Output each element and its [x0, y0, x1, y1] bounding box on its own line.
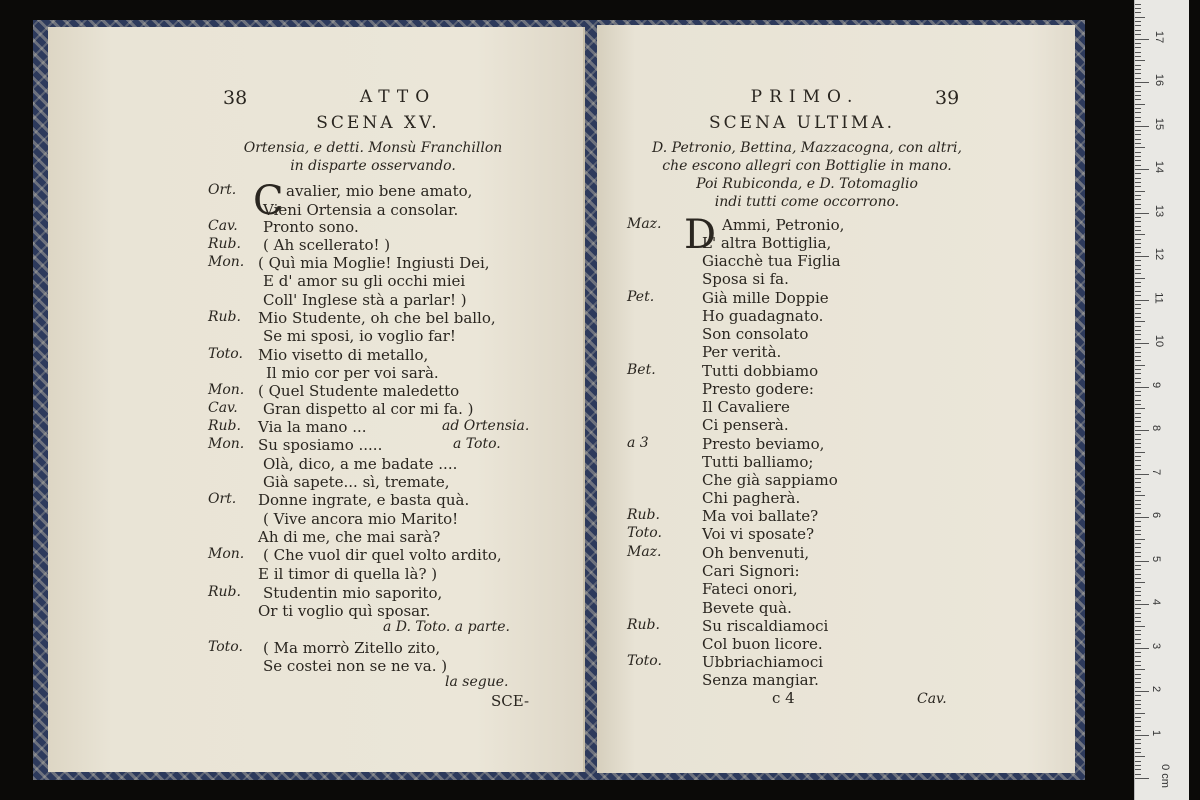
verse-line: ( Vive ancora mio Marito!	[263, 510, 459, 528]
ruler-tick	[1135, 191, 1145, 192]
stage-direction: a Toto.	[453, 436, 501, 452]
ruler-tick	[1135, 726, 1141, 727]
ruler-tick	[1135, 247, 1141, 248]
speaker-name: Rub.	[208, 584, 241, 600]
speaker-name: Bet.	[627, 362, 656, 378]
verse-line: Presto beviamo,	[702, 435, 825, 453]
ruler-tick	[1135, 47, 1141, 48]
ruler-tick	[1135, 99, 1141, 100]
verse-line: Già sapete... sì, tremate,	[263, 473, 450, 491]
catchword-right: Cav.	[917, 691, 947, 707]
verse-line: Mio Studente, oh che bel ballo,	[258, 309, 496, 327]
ruler-number: 12	[1153, 247, 1166, 261]
ruler-tick	[1135, 4, 1141, 5]
speaker-name: Mon.	[208, 254, 245, 270]
ruler-tick	[1135, 269, 1141, 270]
catchword-left: SCE-	[491, 692, 530, 710]
verse-line: Sposa si fa.	[702, 270, 789, 288]
ruler-number: 16	[1153, 73, 1166, 87]
ruler-tick	[1135, 300, 1149, 301]
ruler-tick	[1135, 565, 1141, 566]
ruler-tick	[1135, 465, 1141, 466]
verse-line: Chi pagherà.	[702, 489, 801, 507]
ruler-tick	[1135, 82, 1149, 83]
ruler-tick	[1135, 182, 1141, 183]
speaker-name: Toto.	[627, 525, 662, 541]
ruler-tick	[1135, 256, 1149, 257]
ruler-tick	[1135, 65, 1141, 66]
ruler-tick	[1135, 126, 1149, 127]
ruler-tick	[1135, 739, 1141, 740]
ruler-number: 8	[1150, 424, 1163, 432]
ruler-tick	[1135, 195, 1141, 196]
ruler-tick	[1135, 234, 1145, 235]
ruler-tick	[1135, 278, 1145, 279]
ruler-tick	[1135, 774, 1141, 775]
ruler-tick	[1135, 748, 1141, 749]
speaker-name: Cav.	[208, 400, 238, 416]
ruler-tick	[1135, 330, 1141, 331]
ruler-tick	[1135, 517, 1149, 518]
speaker-name: Rub.	[208, 309, 241, 325]
speaker-name: Toto.	[627, 653, 662, 669]
ruler-tick	[1135, 765, 1141, 766]
speaker-name: Maz.	[627, 216, 662, 232]
ruler-tick	[1135, 521, 1141, 522]
ruler-tick	[1135, 165, 1141, 166]
ruler-tick	[1135, 139, 1141, 140]
ruler-tick	[1135, 504, 1141, 505]
ruler-tick	[1135, 21, 1141, 22]
ruler-tick	[1135, 12, 1141, 13]
ruler-number: 17	[1153, 30, 1166, 43]
verse-line: Presto godere:	[702, 380, 814, 398]
ruler-tick	[1135, 408, 1145, 409]
speaker-name: Maz.	[627, 544, 662, 560]
verse-line: Ho guadagnato.	[702, 307, 824, 325]
ruler-tick	[1135, 769, 1141, 770]
ruler-tick	[1135, 25, 1141, 26]
verse-line: Studentin mio saporito,	[263, 584, 443, 602]
ruler-tick	[1135, 360, 1141, 361]
speaker-name: Pet.	[627, 289, 655, 305]
verse-line: Che già sappiamo	[702, 471, 838, 489]
verse-line: Son consolato	[702, 325, 809, 343]
ruler-tick	[1135, 674, 1141, 675]
ruler-tick	[1135, 213, 1149, 214]
ruler-tick	[1135, 556, 1141, 557]
ruler-tick	[1135, 356, 1141, 357]
ruler-tick	[1135, 621, 1141, 622]
verse-line: Senza mangiar.	[702, 671, 819, 689]
ruler-tick	[1135, 230, 1141, 231]
ruler-number: 0 cm	[1158, 764, 1171, 788]
ruler-tick	[1135, 708, 1141, 709]
ruler-tick	[1135, 721, 1141, 722]
ruler-number: 4	[1150, 598, 1163, 606]
verse-line: Coll' Inglese stà a parlar! )	[263, 291, 467, 309]
ruler-tick	[1135, 156, 1141, 157]
ruler-tick	[1135, 326, 1141, 327]
ruler-tick	[1135, 286, 1141, 287]
ruler-tick	[1135, 534, 1141, 535]
speaker-name: Rub.	[208, 236, 241, 252]
stage-direction: la segue.	[445, 674, 509, 690]
ruler-tick	[1135, 147, 1145, 148]
verse-line: ( Quì mia Moglie! Ingiusti Dei,	[258, 254, 490, 272]
ruler-tick	[1135, 495, 1145, 496]
ruler-tick	[1135, 417, 1141, 418]
ruler-tick	[1135, 547, 1141, 548]
verse-line: Bevete quà.	[702, 599, 792, 617]
ruler-tick	[1135, 69, 1141, 70]
ruler-tick	[1135, 39, 1149, 40]
verse-line: Col buon licore.	[702, 635, 823, 653]
ruler-tick	[1135, 395, 1141, 396]
verse-line: Ah di me, che mai sarà?	[258, 528, 441, 546]
verse-line: ( Ah scellerato! )	[263, 236, 391, 254]
verse-line: Ci penserà.	[702, 416, 789, 434]
verse-line: ( Che vuol dir quel volto ardito,	[263, 546, 502, 564]
ruler-tick	[1135, 34, 1141, 35]
speaker-name: Mon.	[208, 436, 245, 452]
ruler-tick	[1135, 582, 1145, 583]
ruler-tick	[1135, 273, 1141, 274]
ruler-tick	[1135, 291, 1141, 292]
verse-line: Voi vi sposate?	[702, 525, 815, 543]
ruler-number: 5	[1150, 555, 1163, 562]
verse-line: Per verità.	[702, 343, 782, 361]
ruler-tick	[1135, 595, 1141, 596]
ruler-tick	[1135, 169, 1149, 170]
ruler-tick	[1135, 743, 1141, 744]
ruler-tick	[1135, 513, 1141, 514]
scene-title-right: SCENA ULTIMA.	[709, 113, 895, 133]
ruler-tick	[1135, 469, 1141, 470]
running-head-right: PRIMO.	[750, 87, 860, 107]
ruler-tick	[1135, 682, 1141, 683]
ruler-tick	[1135, 617, 1141, 618]
ruler-tick	[1135, 313, 1141, 314]
ruler-tick	[1135, 413, 1141, 414]
ruler-tick	[1135, 730, 1141, 731]
ruler-tick	[1135, 217, 1141, 218]
intro-line: indi tutti come occorrono.	[714, 194, 900, 210]
ruler-tick	[1135, 574, 1141, 575]
verse-line: Via la mano ...	[258, 418, 367, 436]
verse-line: E d' amor su gli occhi miei	[263, 272, 466, 290]
ruler-tick	[1135, 352, 1141, 353]
intro-left	[198, 139, 548, 175]
verse-line: ( Quel Studente maledetto	[258, 382, 460, 400]
ruler-tick	[1135, 130, 1141, 131]
ruler-tick	[1135, 43, 1141, 44]
ruler-number: 7	[1150, 468, 1163, 475]
ruler-tick	[1135, 378, 1141, 379]
ruler-tick	[1135, 539, 1145, 540]
ruler-tick	[1135, 208, 1141, 209]
verse-line: Se costei non se ne va. )	[263, 657, 448, 675]
ruler-tick	[1135, 78, 1141, 79]
ruler-tick	[1135, 456, 1141, 457]
ruler-tick	[1135, 561, 1149, 562]
ruler-tick	[1135, 30, 1141, 31]
ruler-tick	[1135, 56, 1141, 57]
ruler-number: 1	[1150, 729, 1163, 736]
ruler-tick	[1135, 404, 1141, 405]
ruler-number: 10	[1153, 334, 1166, 348]
ruler-tick	[1135, 756, 1145, 757]
ruler-tick	[1135, 317, 1141, 318]
signature-mark: c 4	[772, 689, 795, 707]
ruler-tick	[1135, 252, 1141, 253]
verse-line: Vieni Ortensia a consolar.	[263, 201, 459, 219]
ruler-tick	[1135, 613, 1141, 614]
measuring-ruler	[1134, 0, 1189, 800]
ruler-tick	[1135, 391, 1141, 392]
ruler-tick	[1135, 199, 1141, 200]
ruler-tick	[1135, 160, 1141, 161]
ruler-tick	[1135, 717, 1141, 718]
ruler-tick	[1135, 204, 1141, 205]
ruler-tick	[1135, 104, 1145, 105]
ruler-tick	[1135, 52, 1141, 53]
verse-line: Su riscaldiamoci	[702, 617, 829, 635]
ruler-tick	[1135, 60, 1145, 61]
verse-line: Donne ingrate, e basta quà.	[258, 491, 470, 509]
speaker-name: Cav.	[208, 218, 238, 234]
ruler-tick	[1135, 434, 1141, 435]
verse-line: Tutti balliamo;	[702, 453, 814, 471]
ruler-tick	[1135, 239, 1141, 240]
ruler-tick	[1135, 704, 1141, 705]
ruler-tick	[1135, 8, 1141, 9]
ruler-tick	[1135, 95, 1141, 96]
page-number-right: 39	[935, 87, 960, 109]
verse-line: Gran dispetto al cor mi fa. )	[263, 400, 474, 418]
ruler-tick	[1135, 121, 1141, 122]
speaker-name: Rub.	[208, 418, 241, 434]
verse-line: Oh benvenuti,	[702, 544, 810, 562]
ruler-tick	[1135, 578, 1141, 579]
ruler-tick	[1135, 334, 1141, 335]
ruler-tick	[1135, 117, 1141, 118]
ruler-tick	[1135, 713, 1145, 714]
ruler-tick	[1135, 108, 1141, 109]
verse-line: Pronto sono.	[263, 218, 359, 236]
verse-line: Giacchè tua Figlia	[702, 252, 841, 270]
ruler-tick	[1135, 282, 1141, 283]
ruler-tick	[1135, 530, 1141, 531]
ruler-number: 14	[1153, 160, 1166, 174]
ruler-number: 11	[1152, 291, 1165, 304]
ruler-tick	[1135, 500, 1141, 501]
verse-line: Cari Signori:	[702, 562, 800, 580]
ruler-tick	[1135, 443, 1141, 444]
verse-line: Già mille Doppie	[702, 289, 829, 307]
ruler-tick	[1135, 608, 1141, 609]
ruler-tick	[1135, 400, 1141, 401]
ruler-tick	[1135, 478, 1141, 479]
ruler-tick	[1135, 73, 1141, 74]
intro-line: Ortensia, e detti. Monsù Franchillon	[243, 140, 503, 156]
ruler-tick	[1135, 643, 1141, 644]
verse-line: Or ti voglio quì sposar.	[258, 602, 431, 620]
ruler-tick	[1135, 552, 1141, 553]
ruler-tick	[1135, 735, 1149, 736]
ruler-tick	[1135, 321, 1145, 322]
ruler-tick	[1135, 265, 1141, 266]
ruler-number: 6	[1150, 511, 1163, 519]
first-line-right: Ammi, Petronio,	[722, 216, 845, 234]
ruler-number: 2	[1150, 685, 1163, 693]
ruler-tick	[1135, 304, 1141, 305]
page-number-left: 38	[223, 87, 248, 109]
verse-line: Tutti dobbiamo	[702, 362, 819, 380]
ruler-tick	[1135, 543, 1141, 544]
ruler-tick	[1135, 339, 1141, 340]
ruler-tick	[1135, 143, 1141, 144]
running-head-left: ATTO	[359, 87, 437, 107]
ruler-tick	[1135, 343, 1149, 344]
speaker-name: Toto.	[208, 639, 243, 655]
ruler-tick	[1135, 491, 1141, 492]
ruler-tick	[1135, 308, 1141, 309]
intro-line: D. Petronio, Bettina, Mazzacogna, con altri,	[652, 140, 962, 156]
intro-line: che escono allegri con Bottiglie in mano.	[662, 158, 952, 174]
verse-line: Fateci onori,	[702, 580, 798, 598]
ruler-tick	[1135, 347, 1141, 348]
ruler-tick	[1135, 639, 1141, 640]
ruler-tick	[1135, 178, 1141, 179]
verse-line: L' altra Bottiglia,	[702, 234, 832, 252]
scene-title-left: SCENA XV.	[316, 113, 440, 133]
drop-cap-left: C	[253, 178, 284, 224]
ruler-tick	[1135, 482, 1141, 483]
ruler-tick	[1135, 173, 1141, 174]
stage-direction: ad Ortensia.	[442, 418, 530, 434]
ruler-tick	[1135, 373, 1141, 374]
verse-line: Se mi sposi, io voglio far!	[263, 327, 456, 345]
ruler-tick	[1135, 656, 1141, 657]
ruler-tick	[1135, 778, 1149, 779]
speaker-name: Rub.	[627, 617, 660, 633]
verse-line: Il mio cor per voi sarà.	[266, 364, 439, 382]
speaker-name: Mon.	[208, 546, 245, 562]
verse-line: ( Ma morrò Zitello zito,	[263, 639, 441, 657]
intro-line: Poi Rubiconda, e D. Totomaglio	[696, 176, 918, 192]
ruler-tick	[1135, 652, 1141, 653]
speaker-name: Ort.	[208, 491, 237, 507]
ruler-number: 9	[1150, 381, 1163, 388]
ruler-tick	[1135, 587, 1141, 588]
stage-direction: a D. Toto. a parte.	[383, 619, 510, 635]
ruler-tick	[1135, 460, 1141, 461]
ruler-tick	[1135, 91, 1141, 92]
ruler-tick	[1135, 134, 1141, 135]
ruler-tick	[1135, 591, 1141, 592]
intro-line: in disparte osservando.	[290, 158, 456, 174]
ruler-number: 3	[1150, 642, 1163, 649]
verse-line: Il Cavaliere	[702, 398, 790, 416]
ruler-tick	[1135, 17, 1145, 18]
ruler-tick	[1135, 695, 1141, 696]
ruler-tick	[1135, 700, 1141, 701]
ruler-tick	[1135, 365, 1145, 366]
ruler-tick	[1135, 221, 1141, 222]
drop-cap-right: D	[684, 212, 717, 258]
verse-line: Mio visetto di metallo,	[258, 346, 429, 364]
ruler-tick	[1135, 604, 1149, 605]
ruler-tick	[1135, 186, 1141, 187]
ruler-tick	[1135, 112, 1141, 113]
ruler-number: 15	[1153, 117, 1166, 130]
ruler-tick	[1135, 369, 1141, 370]
ruler-tick	[1135, 152, 1141, 153]
ruler-tick	[1135, 661, 1141, 662]
ruler-tick	[1135, 761, 1141, 762]
ruler-tick	[1135, 387, 1149, 388]
ruler-tick	[1135, 508, 1141, 509]
ruler-tick	[1135, 569, 1141, 570]
ruler-tick	[1135, 691, 1149, 692]
right-page	[597, 25, 1075, 773]
ruler-tick	[1135, 86, 1141, 87]
speaker-name: Rub.	[627, 507, 660, 523]
speaker-name: Mon.	[208, 382, 245, 398]
ruler-tick	[1135, 630, 1141, 631]
verse-line: Ma voi ballate?	[702, 507, 819, 525]
left-page	[48, 27, 585, 772]
ruler-tick	[1135, 626, 1145, 627]
ruler-tick	[1135, 474, 1149, 475]
ruler-tick	[1135, 487, 1141, 488]
ruler-tick	[1135, 260, 1141, 261]
ruler-tick	[1135, 382, 1141, 383]
ruler-tick	[1135, 600, 1141, 601]
speaker-name: a 3	[627, 435, 649, 451]
ruler-tick	[1135, 687, 1141, 688]
ruler-tick	[1135, 752, 1141, 753]
ruler-tick	[1135, 426, 1141, 427]
ruler-number: 13	[1153, 204, 1166, 217]
ruler-tick	[1135, 669, 1145, 670]
speaker-name: Toto.	[208, 346, 243, 362]
ruler-tick	[1135, 648, 1149, 649]
intro-right	[617, 139, 997, 211]
verse-line: Su sposiamo .....	[258, 436, 383, 454]
ruler-tick	[1135, 226, 1141, 227]
ruler-tick	[1135, 678, 1141, 679]
verse-line: Olà, dico, a me badate ....	[263, 455, 458, 473]
ruler-tick	[1135, 421, 1141, 422]
speaker-name: Ort.	[208, 182, 237, 198]
ruler-tick	[1135, 634, 1141, 635]
ruler-tick	[1135, 447, 1141, 448]
ruler-tick	[1135, 526, 1141, 527]
ruler-tick	[1135, 430, 1149, 431]
ruler-tick	[1135, 295, 1141, 296]
verse-line: E il timor di quella là? )	[258, 565, 438, 583]
first-line-left: avalier, mio bene amato,	[286, 182, 473, 200]
ruler-tick	[1135, 243, 1141, 244]
verse-line: Ubbriachiamoci	[702, 653, 824, 671]
ruler-tick	[1135, 439, 1141, 440]
ruler-tick	[1135, 665, 1141, 666]
ruler-tick	[1135, 452, 1145, 453]
